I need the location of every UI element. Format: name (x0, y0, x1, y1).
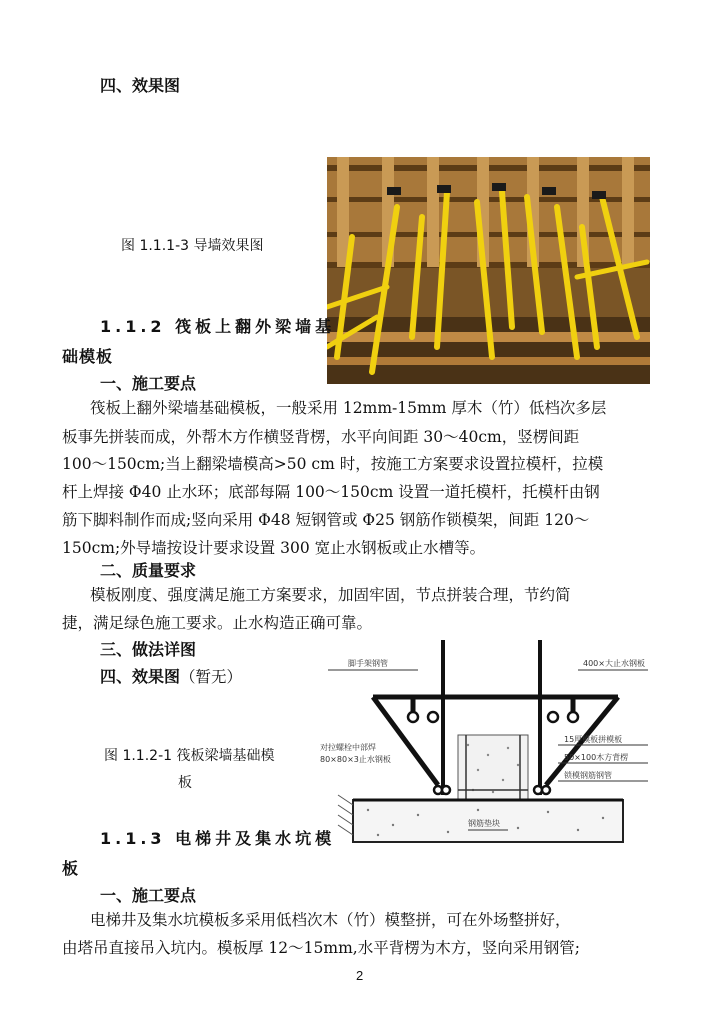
section-heading-effect: 四、效果图 (100, 76, 181, 95)
subheading-effect-row (100, 664, 242, 687)
diagram-label-scaffold-pipe: 脚手架钢管 (348, 659, 388, 668)
raft-beam-formwork-diagram (318, 640, 658, 845)
section-title-1-1-3-cont: 板 (62, 859, 83, 878)
paragraph-line: 板事先拼装而成，外帮木方作横竖背楞，水平向间距 30～40cm，竖楞间距 (62, 428, 580, 446)
paragraph-line: 捷，满足绿色施工要求。止水构造正确可靠。 (62, 614, 373, 632)
subheading-effect: 四、效果图 (100, 667, 181, 686)
diagram-label-waterstop-plate: 400×大止水钢板 (583, 659, 645, 668)
guide-wall-photo-illustration (327, 157, 650, 384)
paragraph-line: 150cm;外导墙按设计要求设置 300 宽止水钢板或止水槽等。 (62, 539, 486, 557)
paragraph-line: 100～150cm;当上翻梁墙模高>50 cm 时，按施工方案要求设置拉模杆，拉模 (62, 455, 604, 473)
paragraph-line: 模板刚度、强度满足施工方案要求，加固牢固，节点拼装合理，节约简 (90, 586, 571, 604)
figure-caption-guide-wall: 图 1.1.1-3 导墙效果图 (121, 238, 264, 254)
subheading-effect-note: （暂无） (180, 668, 243, 686)
figure-caption-raft-beam-cont: 板 (178, 775, 192, 791)
subheading-detail-drawing: 三、做法详图 (100, 640, 197, 659)
section-title-1-1-2-cont: 础模板 (62, 347, 114, 366)
figure-caption-raft-beam: 图 1.1.2-1 筏板梁墙基础模 (104, 748, 275, 764)
paragraph-line: 筋下脚料制作而成;竖向采用 Φ48 短钢管或 Φ25 钢筋作锁模架，间距 120～ (62, 511, 590, 529)
diagram-label-tie-bolt: 对拉螺栓中部焊 (320, 743, 376, 752)
page-number: 2 (356, 968, 364, 983)
subheading-construction-points: 一、施工要点 (100, 374, 197, 393)
subheading-quality-requirements: 二、质量要求 (100, 561, 197, 580)
guide-wall-photo (327, 157, 650, 384)
subheading-construction-points-2: 一、施工要点 (100, 886, 197, 905)
paragraph-line: 由塔吊直接吊入坑内。模板厚 12～15mm,水平背楞为木方，竖向采用钢管; (62, 939, 580, 957)
diagram-label-tie-bolt-plate: 80×80×3止水钢板 (320, 755, 391, 764)
paragraph-line: 杆上焊接 Φ40 止水环；底部每隔 100～150cm 设置一道托模杆，托模杆由钢 (62, 483, 600, 501)
section-title-1-1-2: 1.1.2 筏板上翻外梁墙基 (100, 317, 336, 336)
section-title-1-1-3: 1.1.3 电梯井及集水坑模 (100, 829, 336, 848)
diagram-label-lock-rebar: 锁模钢筋钢管 (564, 771, 612, 780)
paragraph-line: 筏板上翻外梁墙基础模板，一般采用 12mm-15mm 厚木（竹）低档次多层 (90, 399, 607, 417)
diagram-label-rebar-spacer: 钢筋垫块 (468, 819, 500, 828)
diagram-label-formwork: 15厚模板拼模板 (564, 735, 623, 744)
diagram-label-timber-joist: 50×100木方背楞 (564, 753, 629, 762)
paragraph-line: 电梯井及集水坑模板多采用低档次木（竹）模整拼，可在外场整拼好， (90, 911, 571, 929)
